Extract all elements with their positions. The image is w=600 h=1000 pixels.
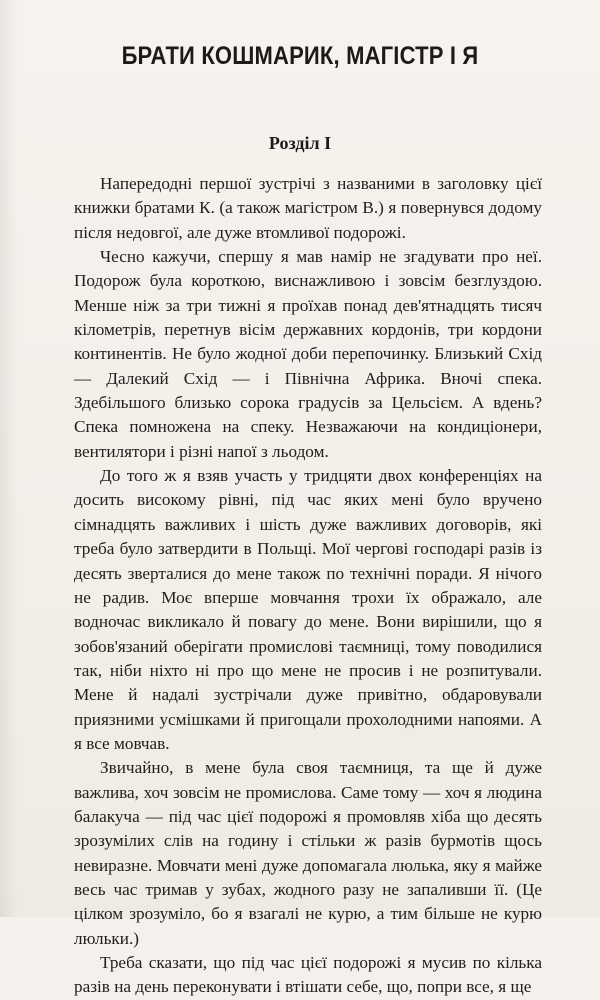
paragraph-1: Напередодні першої зустрічі з названими в заголовку цієї книжки братами К. (а також магістром В.) я повернувся додому після недовгої, але дуже втомливої подорожі. [74,174,542,242]
paragraph-5: Треба сказати, що під час цієї подорожі я мусив по кілька разів на день переконувати і втішати себе, що, попри все, я ще [74,953,542,997]
paragraph-2: Чесно кажучи, спершу я мав намір не згадувати про неї. Подорож була короткою, виснажливою і зовсім безглуздою. Менше ніж за три тижні я проїхав понад дев'ятнадцять тисяч кілометрів, перетнув вісім державних кордонів, три кордони континентів. Не було жодної доби перепочинку. Близький Схід — Далекий Схід — і Північна Африка. Вночі спека. Здебільшого близько сорока градусів за Цельсієм. А вдень? Спека помножена на спеку. Незважаючи на кондиціонери, вентилятори і різні напої з льодом. [74,247,542,461]
book-title: БРАТИ КОШМАРИК, МАГІСТР І Я [121,42,479,70]
paragraph-3: До того ж я взяв участь у тридцяти двох конференціях на досить високому рівні, під час яких мені було вручено сімнадцять важливих і шість дуже важливих договорів, які треба було затвердити в Польщі. Мої чергові господарі разів із десять зверталися до мене також по технічні поради. Я нічого не радив. Моє вперше мовчання трохи їх ображало, але водночас викликало й повагу до мене. Вони вирішили, що я зобов'язаний оберігати промислові таємниці, тому поводилися так, ніби ніхто ні про що мене не просив і не розпитували. Мене й надалі зустрічали дуже привітно, обдаровували приязними усмішками й пригощали прохолодними напоями. А я все мовчав. [74,466,542,753]
chapter-heading: Розділ І [268,133,332,153]
chapter-text [74,172,542,1000]
paragraph-4: Звичайно, в мене була своя таємниця, та ще й дуже важлива, хоч зовсім не промислова. Саме тому — хоч я людина балакуча — під час цієї подорожі я промовляв хіба що десять зрозумілих слів на годину і стільки ж разів бурмотів щось невиразне. Мовчати мені дуже допомагала люлька, яку я майже весь час тримав у зубах, жодного разу не запаливши її. (Це цілком зрозуміло, бо я взагалі не курю, а тим більше не курю люльки.) [74,758,542,948]
